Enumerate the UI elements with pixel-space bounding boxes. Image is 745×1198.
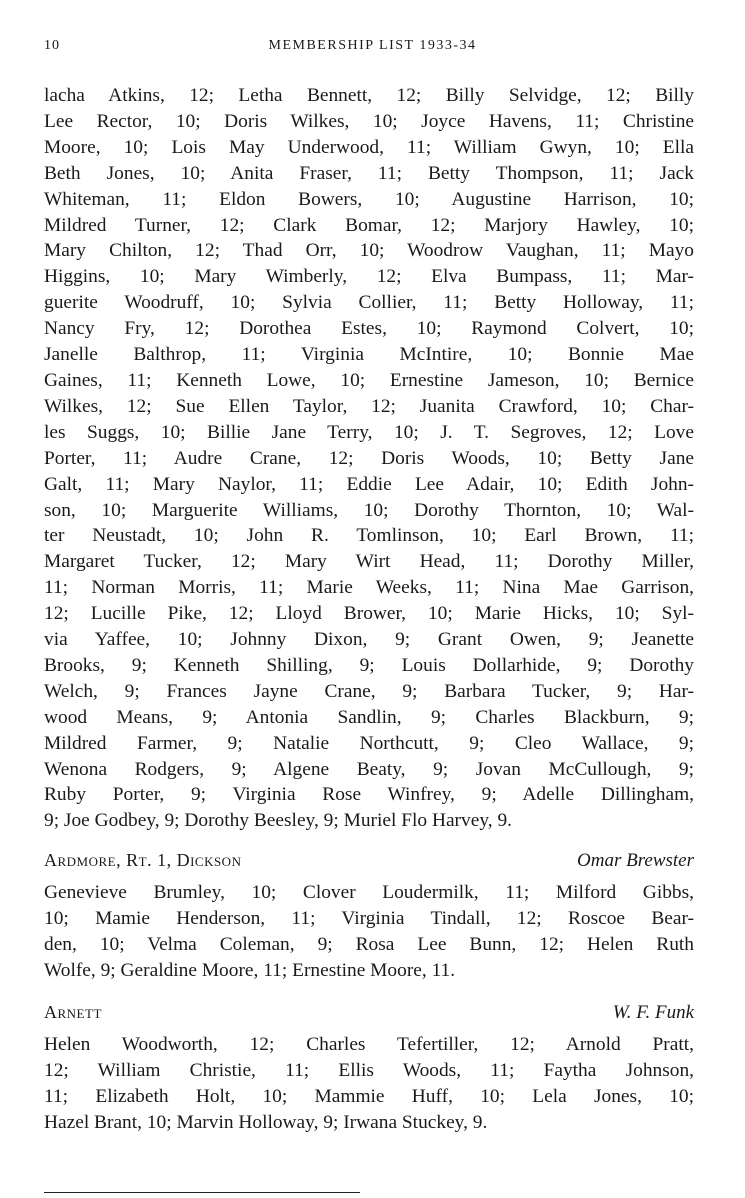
- teacher-name: Omar Brewster: [577, 850, 694, 871]
- section-paragraph-arnett: [44, 1032, 694, 1136]
- page-number: 10: [44, 38, 60, 53]
- text-line: Wolfe, 9; Geraldine Moore, 11; Ernestine Moore, 11.: [44, 959, 456, 981]
- section-paragraph-ardmore: [44, 880, 694, 984]
- text-line: Porter, 11; Audre Crane, 12; Doris Woods, 10; Betty Jane: [44, 447, 694, 469]
- text-line: Wilkes, 12; Sue Ellen Taylor, 12; Juanita Crawford, 10; Char-: [44, 395, 694, 417]
- text-line: Mary Chilton, 12; Thad Orr, 10; Woodrow Vaughan, 11; Mayo: [44, 240, 694, 262]
- text-line: Beth Jones, 10; Anita Fraser, 11; Betty Thompson, 11; Jack: [44, 162, 694, 184]
- text-line: guerite Woodruff, 10; Sylvia Collier, 11; Betty Holloway, 11;: [44, 292, 694, 314]
- text-line: Welch, 9; Frances Jayne Crane, 9; Barbara Tucker, 9; Har-: [44, 680, 694, 702]
- school-name: Arnett: [44, 1002, 102, 1022]
- text-line: Nancy Fry, 12; Dorothea Estes, 10; Raymond Colvert, 10;: [44, 318, 694, 340]
- text-line: Ruby Porter, 9; Virginia Rose Winfrey, 9; Adelle Dillingham,: [44, 784, 694, 806]
- continuation-paragraph: [44, 83, 694, 834]
- text-line: 10; Mamie Henderson, 11; Virginia Tindall, 12; Roscoe Bear-: [44, 907, 694, 929]
- text-line: Hazel Brant, 10; Marvin Holloway, 9; Irwana Stuckey, 9.: [44, 1111, 488, 1133]
- text-line: Lee Rector, 10; Doris Wilkes, 10; Joyce Havens, 11; Christine: [44, 110, 694, 132]
- text-line: 12; William Christie, 11; Ellis Woods, 11; Faytha Johnson,: [44, 1059, 694, 1081]
- text-line: den, 10; Velma Coleman, 9; Rosa Lee Bunn, 12; Helen Ruth: [44, 933, 694, 955]
- text-line: Genevieve Brumley, 10; Clover Loudermilk, 11; Milford Gibbs,: [44, 882, 694, 903]
- text-line: son, 10; Marguerite Williams, 10; Dorothy Thornton, 10; Wal-: [44, 499, 694, 521]
- text-line: 11; Norman Morris, 11; Marie Weeks, 11; Nina Mae Garrison,: [44, 577, 694, 599]
- text-line: Mildred Farmer, 9; Natalie Northcutt, 9; Cleo Wallace, 9;: [44, 732, 694, 754]
- text-line: Mildred Turner, 12; Clark Bomar, 12; Marjory Hawley, 10;: [44, 214, 694, 236]
- school-name: Ardmore, Rt. 1, Dickson: [44, 850, 242, 870]
- text-line: les Suggs, 10; Billie Jane Terry, 10; J. T. Segroves, 12; Love: [44, 421, 694, 443]
- footer-rule: [44, 1192, 360, 1193]
- text-line: Brooks, 9; Kenneth Shilling, 9; Louis Dollarhide, 9; Dorothy: [44, 654, 694, 676]
- text-line: 12; Lucille Pike, 12; Lloyd Brower, 10; Marie Hicks, 10; Syl-: [44, 603, 694, 625]
- text-line: Wenona Rodgers, 9; Algene Beaty, 9; Jovan McCullough, 9;: [44, 758, 694, 780]
- running-head: MEMBERSHIP LIST 1933-34: [268, 38, 477, 53]
- text-line: Helen Woodworth, 12; Charles Tefertiller, 12; Arnold Pratt,: [44, 1034, 694, 1055]
- text-line: 11; Elizabeth Holt, 10; Mammie Huff, 10; Lela Jones, 10;: [44, 1085, 694, 1107]
- text-line: Higgins, 10; Mary Wimberly, 12; Elva Bumpass, 11; Mar-: [44, 266, 694, 288]
- text-line: Galt, 11; Mary Naylor, 11; Eddie Lee Adair, 10; Edith John-: [44, 473, 694, 495]
- text-line: via Yaffee, 10; Johnny Dixon, 9; Grant Owen, 9; Jeanette: [44, 629, 694, 651]
- text-line: Gaines, 11; Kenneth Lowe, 10; Ernestine Jameson, 10; Bernice: [44, 369, 694, 391]
- text-line: lacha Atkins, 12; Letha Bennett, 12; Billy Selvidge, 12; Billy: [44, 85, 694, 106]
- text-line: Margaret Tucker, 12; Mary Wirt Head, 11; Dorothy Miller,: [44, 551, 694, 573]
- text-line: Janelle Balthrop, 11; Virginia McIntire, 10; Bonnie Mae: [44, 344, 694, 366]
- teacher-name: W. F. Funk: [612, 1002, 694, 1023]
- text-line: Moore, 10; Lois May Underwood, 11; William Gwyn, 10; Ella: [44, 136, 694, 158]
- text-line: Whiteman, 11; Eldon Bowers, 10; Augustine Harrison, 10;: [44, 188, 694, 210]
- text-line: 9; Joe Godbey, 9; Dorothy Beesley, 9; Muriel Flo Harvey, 9.: [44, 810, 512, 832]
- text-line: ter Neustadt, 10; John R. Tomlinson, 10; Earl Brown, 11;: [44, 525, 694, 547]
- text-line: wood Means, 9; Antonia Sandlin, 9; Charles Blackburn, 9;: [44, 706, 694, 728]
